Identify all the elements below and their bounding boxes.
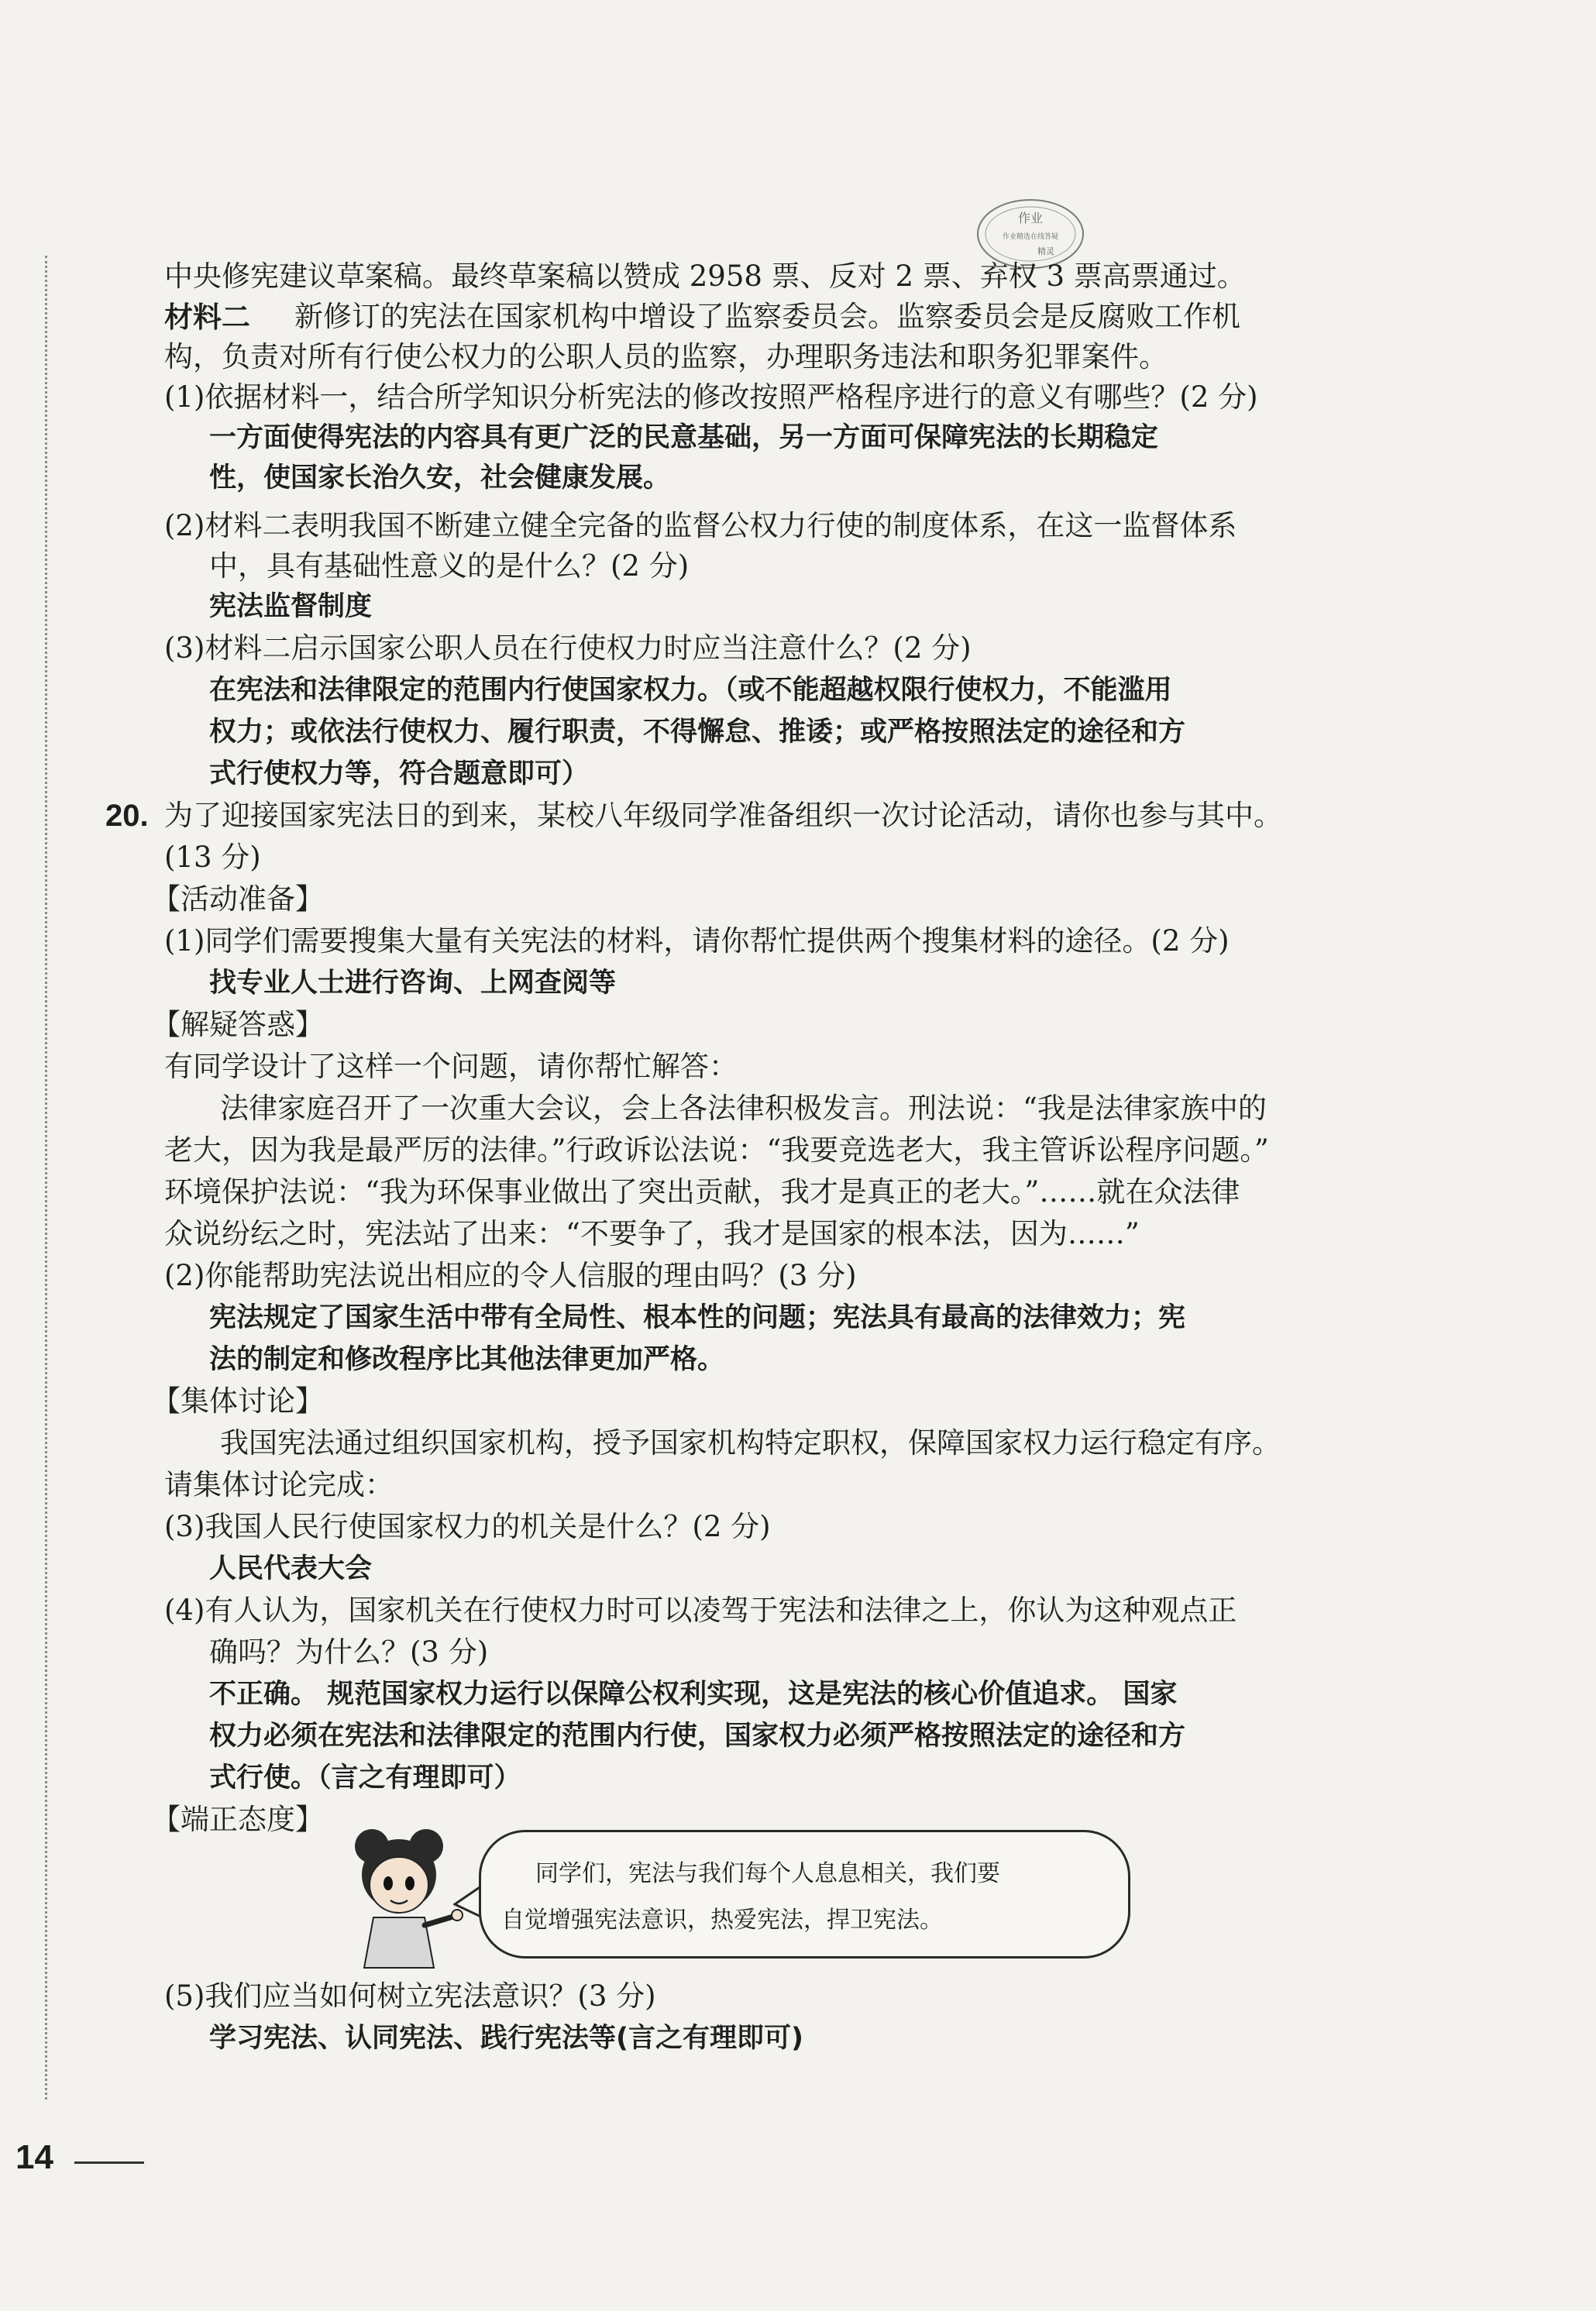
section-heading: 【活动准备】 xyxy=(152,882,324,916)
page-number-rule xyxy=(74,2161,144,2164)
text-line: 众说纷纭之时，宪法站了出来：“不要争了，我才是国家的根本法，因为……” xyxy=(164,1217,1140,1250)
question-3: (3)材料二启示国家公职人员在行使权力时应当注意什么？(2 分) xyxy=(164,631,972,665)
text-line: 环境保护法说：“我为环保事业做出了突出贡献，我才是真正的老大。”……就在众法律 xyxy=(164,1175,1240,1209)
answer-line: 不正确。 规范国家权力运行以保障公权利实现，这是宪法的核心价值追求。 国家 xyxy=(209,1679,1178,1710)
section-heading: 【集体讨论】 xyxy=(152,1384,324,1418)
answer-line: 式行使。（言之有理即可） xyxy=(209,1762,521,1793)
question-number: 20. xyxy=(105,799,149,833)
stamp-line-3: 精灵 xyxy=(1037,246,1054,256)
section-heading: 【解疑答惑】 xyxy=(152,1008,324,1041)
question-1: (1)同学们需要搜集大量有关宪法的材料，请你帮忙提供两个搜集材料的途径。(2 分) xyxy=(164,924,1230,958)
text-line: (13 分) xyxy=(164,841,261,874)
question-4: (4)有人认为，国家机关在行使权力时可以凌驾于宪法和法律之上，你认为这种观点正 xyxy=(164,1594,1237,1627)
text-line: 构，负责对所有行使公权力的公职人员的监察，办理职务违法和职务犯罪案件。 xyxy=(164,340,1168,373)
stamp-line-1: 作业 xyxy=(1017,211,1044,225)
answer-line: 人民代表大会 xyxy=(209,1553,373,1584)
question-3: (3)我国人民行使国家权力的机关是什么？(2 分) xyxy=(164,1510,771,1543)
question-20-stem: 为了迎接国家宪法日的到来，某校八年级同学准备组织一次讨论活动，请你也参与其中。 xyxy=(164,799,1282,832)
answer-line: 宪法规定了国家生活中带有全局性、根本性的问题；宪法具有最高的法律效力；宪 xyxy=(209,1302,1186,1333)
answer-line: 学习宪法、认同宪法、践行宪法等(言之有理即可) xyxy=(209,2023,803,2054)
question-content xyxy=(0,248,1596,2107)
answer-line: 权力；或依法行使权力、履行职责，不得懈怠、推诿；或严格按照法定的途径和方 xyxy=(209,717,1186,748)
text-line: 中央修宪建议草案稿。最终草案稿以赞成 2958 票、反对 2 票、弃权 3 票高票通过。 xyxy=(164,260,1246,293)
answer-line: 法的制定和修改程序比其他法律更加严格。 xyxy=(209,1344,725,1375)
text-line: 新修订的宪法在国家机构中增设了监察委员会。监察委员会是反腐败工作机 xyxy=(294,300,1240,333)
text-line: 请集体讨论完成： xyxy=(164,1468,394,1501)
answer-line: 权力必须在宪法和法律限定的范围内行使，国家权力必须严格按照法定的途径和方 xyxy=(209,1721,1186,1752)
question-2: (2)材料二表明我国不断建立健全完备的监督公权力行使的制度体系，在这一监督体系 xyxy=(164,509,1237,542)
text-line: 我国宪法通过组织国家机构，授予国家机构特定职权，保障国家权力运行稳定有序。 xyxy=(220,1426,1281,1460)
text-line: 法律家庭召开了一次重大会议，会上各法律积极发言。刑法说：“我是法律家族中的 xyxy=(220,1092,1267,1125)
page-number: 14 xyxy=(15,2138,53,2176)
answer-line: 在宪法和法律限定的范围内行使国家权力。（或不能超越权限行使权力，不能滥用 xyxy=(209,675,1172,706)
speech-line-2: 自觉增强宪法意识，热爱宪法，捍卫宪法。 xyxy=(501,1907,943,1934)
speech-line-1: 同学们，宪法与我们每个人息息相关，我们要 xyxy=(535,1860,1000,1887)
text-line: 中，具有基础性意义的是什么？(2 分) xyxy=(209,549,690,583)
text-line: 有同学设计了这样一个问题，请你帮忙解答： xyxy=(164,1050,738,1083)
question-2: (2)你能帮助宪法说出相应的令人信服的理由吗？(3 分) xyxy=(164,1259,857,1292)
answer-line: 找专业人士进行咨询、上网查阅等 xyxy=(209,968,617,999)
question-5: (5)我们应当如何树立宪法意识？(3 分) xyxy=(164,1979,656,2013)
answer-line: 一方面使得宪法的内容具有更广泛的民意基础，另一方面可保障宪法的长期稳定 xyxy=(209,422,1159,453)
speech-bubble xyxy=(479,1830,1130,1959)
question-1: (1)依据材料一，结合所学知识分析宪法的修改按照严格程序进行的意义有哪些？(2 分) xyxy=(164,380,1258,414)
girl-cartoon-icon xyxy=(333,1817,465,1972)
stamp-line-2: 作业精选在线答疑 xyxy=(1002,233,1059,241)
material-label: 材料二 xyxy=(164,300,250,334)
text-line: 老大，因为我是最严厉的法律。”行政诉讼法说：“我要竞选老大，我主管诉讼程序问题。” xyxy=(164,1133,1269,1167)
answer-line: 式行使权力等，符合题意即可） xyxy=(209,758,590,789)
answer-line: 性，使国家长治久安，社会健康发展。 xyxy=(209,463,671,493)
answer-line: 宪法监督制度 xyxy=(209,591,373,622)
text-line: 确吗？为什么？(3 分) xyxy=(209,1635,489,1669)
section-heading: 【端正态度】 xyxy=(152,1803,324,1836)
